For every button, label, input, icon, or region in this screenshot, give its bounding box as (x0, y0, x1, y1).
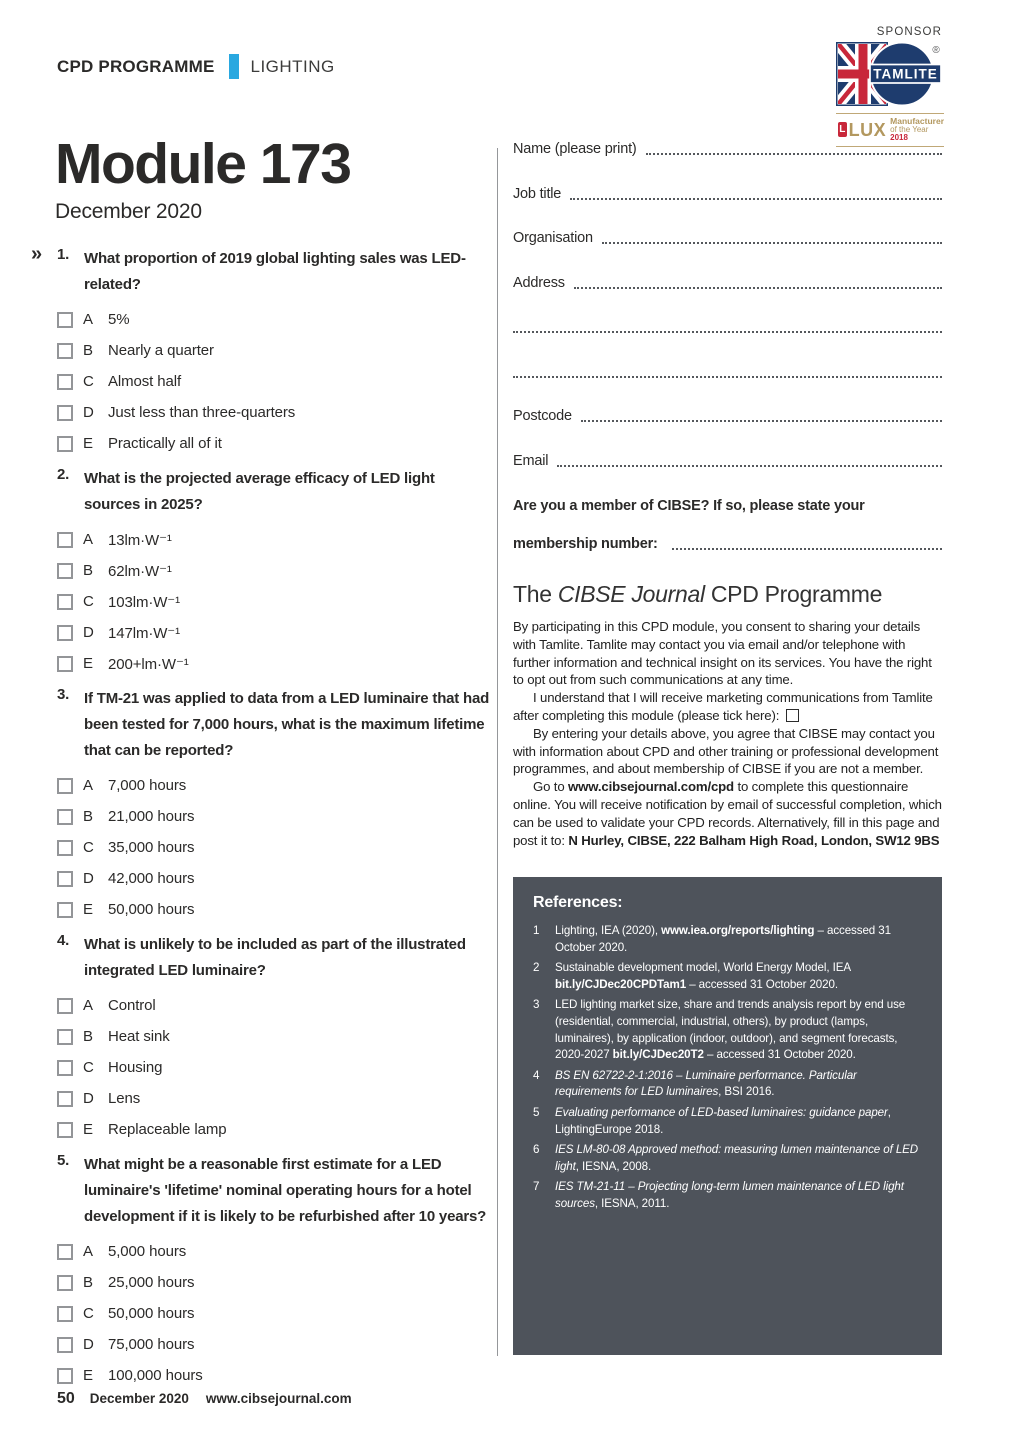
reference-number: 2 (533, 961, 540, 975)
form-field-row (513, 363, 942, 380)
answer-checkbox[interactable] (57, 1244, 73, 1260)
module-title: Module 173 (55, 132, 351, 196)
form-field-input[interactable] (574, 287, 942, 289)
answer-text: Practically all of it (108, 435, 222, 452)
reference-text: Lighting, IEA (2020), www.iea.org/reports/lighting – accessed 31 October 2020. (555, 924, 891, 954)
answer-letter: C (83, 373, 94, 390)
registered-mark: ® (932, 45, 940, 56)
module-date: December 2020 (55, 200, 202, 223)
answer-checkbox[interactable] (57, 563, 73, 579)
answer-checkbox[interactable] (57, 778, 73, 794)
question-text: If TM-21 was applied to data from a LED luminaire that had been tested for 7,000 hours, what is the maximum lifetime that can be reported? (84, 690, 490, 759)
answer-text: Replaceable lamp (108, 1121, 227, 1138)
answer-option-row (57, 770, 493, 801)
answer-option-row (57, 1052, 493, 1083)
answer-text: 200+lm·W⁻¹ (108, 655, 189, 673)
reference-text: Sustainable development model, World Energy Model, IEA bit.ly/CJDec20CPDTam1 – accessed 31 October 2020. (555, 961, 851, 991)
reference-text: Evaluating performance of LED-based luminaires: guidance paper, LightingEurope 2018. (555, 1105, 891, 1136)
answer-checkbox[interactable] (57, 840, 73, 856)
answer-checkbox[interactable] (57, 436, 73, 452)
reference-text: BS EN 62722-2-1:2016 – Luminaire performance. Particular requirements for LED luminaires, BSI 2016. (555, 1068, 857, 1099)
membership-number-input[interactable] (672, 548, 942, 550)
form-field-label: Address (513, 274, 565, 291)
quiz-questions (31, 243, 493, 1398)
answer-option-row (57, 397, 493, 428)
reference-text: LED lighting market size, share and trends analysis report by end use (residential, commercial, industrial, others), by product (lamps, luminaires), by application (indoor, outdoor), and segment forecasts, 2020-2027 bit.ly/CJDec20T2 – accessed 31 October 2020. (555, 998, 906, 1062)
section-label: LIGHTING (250, 56, 335, 76)
module-heading (55, 132, 351, 224)
answer-option-row (57, 524, 493, 555)
answer-option-row (57, 990, 493, 1021)
answer-checkbox[interactable] (57, 871, 73, 887)
references-list (533, 923, 924, 1213)
form-field-row (513, 452, 942, 469)
membership-number-label: membership number: (513, 536, 658, 552)
answer-letter: B (83, 562, 94, 579)
answer-option-row (57, 1360, 493, 1391)
answer-checkbox[interactable] (57, 902, 73, 918)
column-divider (497, 148, 498, 1356)
reference-item (533, 1068, 924, 1101)
answer-text: 5% (108, 311, 130, 328)
answer-option-row (57, 617, 493, 648)
reference-number: 4 (533, 1068, 540, 1082)
answer-checkbox[interactable] (57, 405, 73, 421)
quiz-question (31, 243, 493, 459)
answer-option-row (57, 832, 493, 863)
question-number: 3. (57, 686, 70, 703)
membership-section (513, 496, 942, 552)
answer-checkbox[interactable] (57, 343, 73, 359)
form-field-input[interactable] (581, 420, 942, 422)
form-field-label: Postcode (513, 408, 572, 424)
reference-text: IES TM-21-11 – Projecting long-term lumen maintenance of LED light sources, IESNA, 2011. (555, 1180, 904, 1210)
answer-letter: A (83, 531, 94, 548)
answer-letter: C (83, 593, 94, 610)
answer-letter: B (83, 1274, 94, 1291)
answer-letter: D (83, 404, 94, 421)
answer-option-row (57, 801, 493, 832)
kicker-label: CPD PROGRAMME (57, 56, 215, 76)
form-field-row (513, 185, 942, 202)
reference-item (533, 1142, 924, 1175)
form-field-row (513, 229, 942, 246)
answer-text: Control (108, 997, 156, 1014)
page-header (57, 54, 335, 79)
answer-letter: C (83, 1305, 94, 1322)
answer-letter: E (83, 1121, 94, 1138)
form-field-label: Name (please print) (513, 141, 637, 157)
answer-letter: D (83, 870, 94, 887)
membership-question: Are you a member of CIBSE? If so, please state your (513, 498, 865, 514)
answer-text: 7,000 hours (108, 777, 187, 794)
question-options (57, 304, 493, 459)
answer-letter: C (83, 839, 94, 856)
tamlite-logo-icon (836, 41, 944, 109)
answer-checkbox[interactable] (57, 809, 73, 825)
answer-text: 75,000 hours (108, 1336, 195, 1353)
answer-text: Almost half (108, 373, 182, 390)
answer-option-row (57, 428, 493, 459)
answer-text: Nearly a quarter (108, 342, 214, 359)
form-field-row (513, 407, 942, 424)
answer-text: 100,000 hours (108, 1367, 203, 1384)
page-footer (57, 1390, 352, 1408)
answer-option-row (57, 1298, 493, 1329)
answer-letter: D (83, 1336, 94, 1353)
answer-letter: B (83, 342, 94, 359)
question-number: 2. (57, 466, 70, 483)
answer-text: 50,000 hours (108, 1305, 195, 1322)
answer-text: Heat sink (108, 1028, 170, 1045)
tamlite-brand-text: TAMLITE (873, 66, 938, 82)
answer-checkbox[interactable] (57, 1060, 73, 1076)
right-column (513, 140, 942, 849)
answer-option-row (57, 586, 493, 617)
form-field-input[interactable] (557, 465, 942, 467)
cpd-paragraph: By participating in this CPD module, you consent to sharing your details with Tamlite. Tamlite may contact you via email and/or telephone with further information and technical insight on its services. You have the right to opt out from such communications at any time. (513, 619, 932, 688)
lux-brand: LUX (848, 119, 887, 140)
reference-number: 7 (533, 1180, 540, 1194)
form-field-input[interactable] (570, 198, 942, 200)
answer-text: Lens (108, 1090, 141, 1107)
answer-checkbox[interactable] (57, 1029, 73, 1045)
answer-letter: E (83, 901, 94, 918)
answer-option-row (57, 1236, 493, 1267)
answer-letter: E (83, 655, 94, 672)
answer-checkbox[interactable] (57, 594, 73, 610)
reference-number: 1 (533, 924, 540, 937)
form-field-row (513, 140, 942, 157)
tick-here-checkbox[interactable] (786, 709, 799, 722)
sponsor-label: SPONSOR (876, 26, 942, 38)
question-options (57, 770, 493, 925)
answer-option-row (57, 304, 493, 335)
answer-checkbox[interactable] (57, 998, 73, 1014)
answer-text: Just less than three-quarters (108, 404, 296, 421)
lux-award-text: Manufacturer of the Year 2018 (890, 116, 944, 143)
answer-text: 50,000 hours (108, 901, 195, 918)
answer-text: 147lm·W⁻¹ (108, 624, 181, 642)
answer-letter: B (83, 1028, 94, 1045)
reference-number: 3 (533, 998, 540, 1012)
answer-checkbox[interactable] (57, 312, 73, 328)
page-number: 50 (57, 1390, 75, 1407)
form-field-input[interactable] (513, 376, 942, 378)
footer-website: www.cibsejournal.com (205, 1391, 352, 1406)
answer-text: 21,000 hours (108, 808, 195, 825)
answer-text: Housing (108, 1059, 163, 1076)
question-text: What might be a reasonable first estimate for a LED luminaire's 'lifetime' nominal operating hours for a hotel development if it is likely to be refurbished after 10 years? (84, 1156, 487, 1225)
reference-item (533, 997, 924, 1063)
answer-letter: A (83, 777, 94, 794)
answer-option-row (57, 1329, 493, 1360)
answer-letter: D (83, 624, 94, 641)
answer-letter: C (83, 1059, 94, 1076)
quiz-question (57, 932, 493, 1145)
answer-checkbox[interactable] (57, 1122, 73, 1138)
answer-text: 25,000 hours (108, 1274, 195, 1291)
answer-option-row (57, 1114, 493, 1145)
answer-option-row (57, 1083, 493, 1114)
answer-letter: A (83, 311, 94, 328)
answer-text: 13lm·W⁻¹ (108, 531, 172, 549)
form-field-label: Email (513, 452, 549, 469)
reference-item (533, 1179, 924, 1212)
form-field-input[interactable] (602, 242, 942, 244)
answer-checkbox[interactable] (57, 1306, 73, 1322)
answer-option-row (57, 1021, 493, 1052)
question-options (57, 990, 493, 1145)
question-text: What proportion of 2019 global lighting sales was LED-related? (84, 250, 466, 293)
cpd-programme-heading: The CIBSE Journal CPD Programme (513, 581, 883, 607)
answer-option-row (57, 1267, 493, 1298)
answer-text: 62lm·W⁻¹ (108, 562, 172, 580)
form-field-label: Job title (513, 185, 562, 202)
question-number: 5. (57, 1152, 70, 1169)
answer-checkbox[interactable] (57, 374, 73, 390)
form-field-row (513, 274, 942, 291)
answer-option-row (57, 335, 493, 366)
answer-text: 103lm·W⁻¹ (108, 593, 181, 611)
kicker-divider-bar (229, 54, 239, 79)
lux-logo-icon: L (839, 124, 846, 136)
form-field-label: Organisation (513, 230, 593, 246)
answer-checkbox[interactable] (57, 625, 73, 641)
reference-number: 5 (533, 1105, 540, 1119)
answer-checkbox[interactable] (57, 1091, 73, 1107)
answer-option-row (57, 366, 493, 397)
answer-letter: B (83, 808, 94, 825)
answer-checkbox[interactable] (57, 1275, 73, 1291)
cpd-paragraph: Go to www.cibsejournal.com/cpd to complete this questionnaire online. You will receive notification by email of successful completion, which can be used to validate your CPD records. Alternatively, fill in this page and post it to: N Hurley, CIBSE, 222 Balham High Road, London, SW12 9BS (513, 779, 942, 848)
answer-option-row (57, 648, 493, 679)
cpd-terms-text (513, 618, 942, 849)
reference-text: IES LM-80-08 Approved method: measuring lumen maintenance of LED light, IESNA, 2008. (555, 1143, 919, 1173)
answer-letter: A (83, 997, 94, 1014)
question-options (57, 524, 493, 679)
answer-text: 42,000 hours (108, 870, 195, 887)
answer-letter: A (83, 1243, 94, 1260)
reference-number: 6 (533, 1143, 540, 1157)
footer-date: December 2020 (89, 1391, 189, 1406)
answer-letter: D (83, 1090, 94, 1107)
answer-text: 35,000 hours (108, 839, 195, 856)
answer-letter: E (83, 435, 94, 452)
form-field-input[interactable] (513, 331, 942, 333)
form-field-input[interactable] (646, 153, 942, 155)
cpd-paragraph: I understand that I will receive marketing communications from Tamlite after completing this module (please tick here): (513, 690, 933, 723)
form-field-row (513, 318, 942, 335)
double-chevron-icon: » (31, 243, 43, 265)
quiz-question (57, 466, 493, 679)
reference-item (533, 960, 924, 993)
references-panel (513, 877, 942, 1355)
question-number: 1. (57, 246, 70, 263)
answer-option-row (57, 863, 493, 894)
question-text: What is unlikely to be included as part of the illustrated integrated LED luminaire? (84, 936, 466, 979)
cpd-paragraph: By entering your details above, you agree that CIBSE may contact you with information about CPD and other training or professional development programmes, and about membership of CIBSE if you are not a member. (513, 725, 939, 777)
entry-form (513, 140, 942, 469)
answer-text: 5,000 hours (108, 1243, 187, 1260)
answer-letter: E (83, 1367, 94, 1384)
answer-option-row (57, 555, 493, 586)
answer-option-row (57, 894, 493, 925)
answer-checkbox[interactable] (57, 656, 73, 672)
sponsor-block (836, 26, 944, 147)
quiz-question (57, 686, 493, 925)
question-number: 4. (57, 932, 70, 949)
reference-item (533, 923, 924, 956)
references-heading: References: (533, 894, 623, 911)
quiz-question (57, 1152, 493, 1391)
question-text: What is the projected average efficacy of LED light sources in 2025? (84, 470, 435, 513)
reference-item (533, 1105, 924, 1138)
answer-checkbox[interactable] (57, 1368, 73, 1384)
question-options (57, 1236, 493, 1391)
answer-checkbox[interactable] (57, 1337, 73, 1353)
answer-checkbox[interactable] (57, 532, 73, 548)
